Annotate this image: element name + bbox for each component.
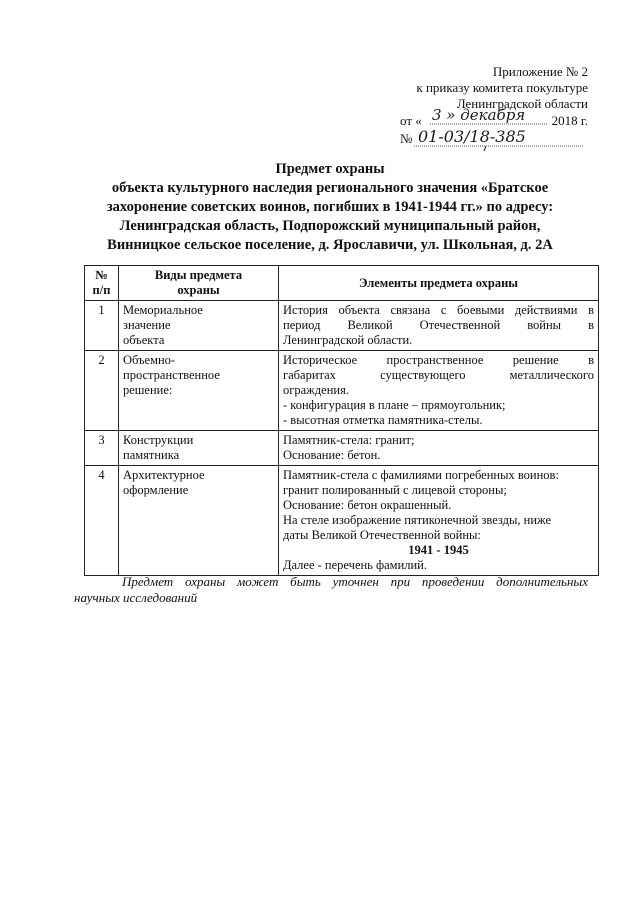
- title-line-2: объекта культурного наследия регионального значения «Братское: [111, 180, 549, 196]
- row-kind: Мемориальное значение объекта: [119, 301, 279, 351]
- title-line-5: Винницкое сельское поселение, д. Ярославичи, ул. Школьная, д. 2А: [107, 237, 553, 253]
- row-num: 4: [85, 466, 119, 576]
- footnote-line-2: научных исследований: [74, 590, 198, 605]
- document-title: [80, 160, 580, 255]
- title-line-3: захоронение советских воинов, погибших в 1941-1944 гг.» по адресу:: [106, 199, 554, 215]
- footnote-line-1: Предмет охраны может быть уточнен при проведении дополнительных: [122, 574, 588, 589]
- row-kind: Конструкции памятника: [119, 431, 279, 466]
- order-number: [400, 128, 588, 150]
- appendix-number: Приложение № 2: [492, 64, 588, 79]
- row-num: 3: [85, 431, 119, 466]
- appendix-region: Ленинградской области: [456, 96, 588, 111]
- protection-subject-table: [84, 265, 599, 576]
- row-num: 2: [85, 351, 119, 431]
- table-header-row: [85, 266, 599, 301]
- handwritten-number: [414, 124, 584, 152]
- order-date-year: 2018 г.: [551, 113, 588, 128]
- table-row: [85, 466, 599, 576]
- row-kind: Объемно- пространственное решение:: [119, 351, 279, 431]
- header-kind: Виды предмета охраны: [119, 266, 279, 301]
- row-elements: Памятник-стела: гранит; Основание: бетон.: [279, 431, 599, 466]
- table-row: [85, 431, 599, 466]
- svg-text:01-03/18-385: 01-03/18-385: [418, 127, 526, 146]
- header-num: № п/п: [85, 266, 119, 301]
- appendix-order-ref: к приказу комитета покультуре: [416, 80, 588, 95]
- svg-text:3 » декабря: 3 » декабря: [432, 106, 526, 124]
- row-kind: Архитектурное оформление: [119, 466, 279, 576]
- row-elements: История объекта связана с боевыми действиями в период Великой Отечественной войны в Ленинградской области.: [279, 301, 599, 351]
- row-num: 1: [85, 301, 119, 351]
- table-row: [85, 301, 599, 351]
- footnote: [74, 574, 588, 606]
- title-line-4: Ленинградская область, Подпорожский муниципальный район,: [119, 218, 541, 234]
- order-date-label: от «: [400, 113, 422, 128]
- order-number-label: №: [400, 131, 413, 146]
- header-elements: Элементы предмета охраны: [279, 266, 599, 301]
- table-row: [85, 351, 599, 431]
- row-elements: Памятник-стела с фамилиями погребенных воинов: гранит полированный с лицевой стороны; Основание: бетон окрашенный. На стеле изображение пятиконечной звезды, ниже даты Великой Отечественной войны: 1941 - 1945 Далее - перечень фамилий.: [279, 466, 599, 576]
- row-elements: Историческое пространственное решение в габаритах существующего металлического ограждения. - конфигурация в плане – прямоугольник; - высотная отметка памятника-стелы.: [279, 351, 599, 431]
- title-line-1: Предмет охраны: [275, 161, 385, 177]
